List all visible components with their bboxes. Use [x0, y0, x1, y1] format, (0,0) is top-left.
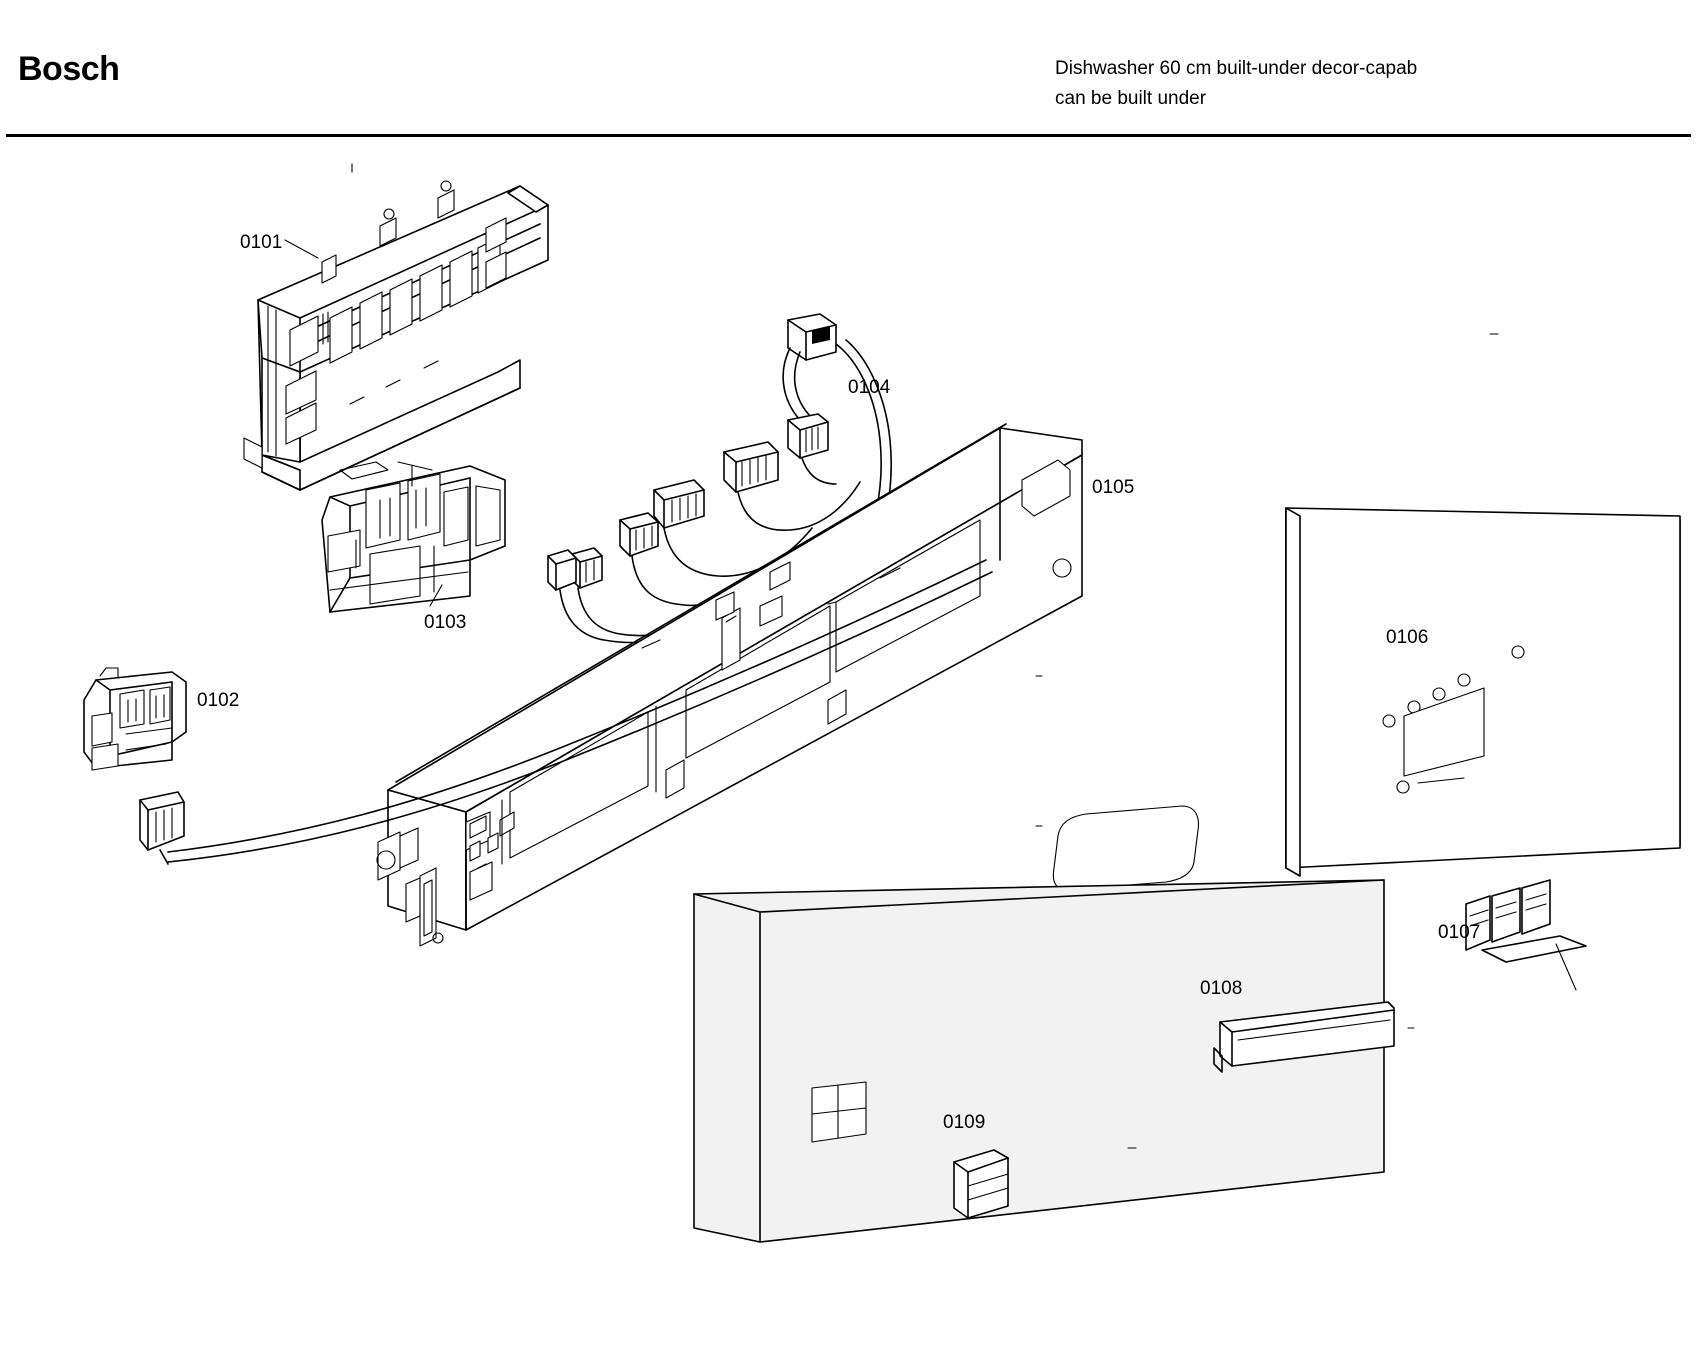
- part-label-0109: 0109: [943, 1112, 986, 1133]
- part-label-0101: 0101: [240, 232, 283, 253]
- part-label-0102: 0102: [197, 690, 240, 711]
- part-0101-shape: [244, 181, 548, 490]
- title-line-1: Dishwasher 60 cm built-under decor-capab: [1055, 58, 1418, 79]
- part-label-0107: 0107: [1438, 922, 1481, 943]
- part-label-0108: 0108: [1200, 978, 1243, 999]
- part-label-0103: 0103: [424, 612, 467, 633]
- part-label-0104: 0104: [848, 377, 891, 398]
- part-label-0106: 0106: [1386, 627, 1429, 648]
- connector-block-lower-left: [140, 792, 184, 864]
- brand-logo: Bosch: [18, 50, 120, 88]
- part-0106-shape: [1053, 508, 1680, 890]
- part-0109-shape: [954, 1150, 1008, 1218]
- part-0102-shape: [84, 668, 186, 770]
- part-label-0105: 0105: [1092, 477, 1135, 498]
- part-0107-shape: [1466, 880, 1586, 990]
- title-line-2: can be built under: [1055, 88, 1207, 109]
- part-0103-shape: [322, 462, 505, 612]
- door-outer-panel: [694, 880, 1384, 1242]
